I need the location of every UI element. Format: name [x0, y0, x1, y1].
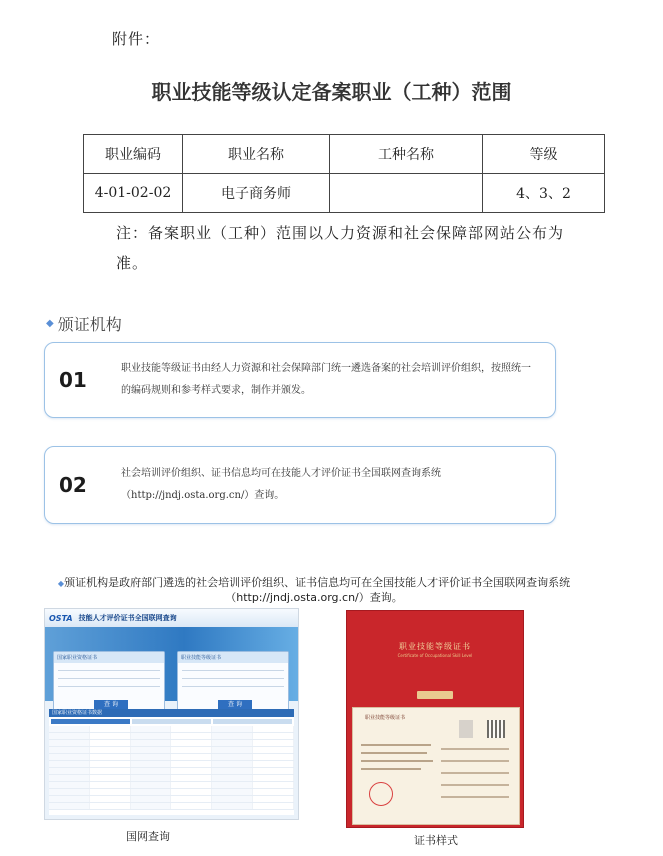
header-level: 等级 — [483, 135, 605, 174]
scope-table — [83, 134, 605, 213]
info-card-1 — [44, 342, 556, 418]
query-site-screenshot — [44, 608, 299, 820]
query-panel-left — [53, 651, 165, 715]
certificate-title: 职业技能等级证书 — [399, 642, 471, 651]
attachment-label: 附件： — [112, 30, 161, 48]
site-banner — [45, 627, 298, 708]
info-card-2 — [44, 446, 556, 524]
cell-job-type — [330, 174, 483, 213]
certificate-subtitle: Certificate of Occupational Skill Level — [397, 653, 473, 658]
bullet-icon: ◆ — [57, 579, 65, 588]
site-header — [45, 609, 298, 627]
site-logo: OSTA — [49, 613, 73, 623]
issuer-logo-icon — [417, 691, 453, 699]
qr-code-icon — [487, 720, 505, 738]
header-job-type: 工种名称 — [330, 135, 483, 174]
input-line — [58, 666, 160, 671]
input-line — [182, 674, 284, 679]
cell-code: 4-01-02-02 — [84, 174, 183, 213]
query-button: 查 询 — [218, 700, 252, 709]
card-text: 社会培训评价组织、证书信息均可在技能人才评价证书全国联网查询系统（http://jndj.osta.org.cn/）查询。 — [121, 468, 441, 501]
header-code: 职业编码 — [84, 135, 183, 174]
data-grid — [49, 709, 294, 815]
image-caption — [44, 576, 584, 605]
table-header-row — [84, 135, 605, 174]
table-row — [84, 174, 605, 213]
input-line — [182, 666, 284, 671]
inner-title: 职业技能等级证书 — [365, 715, 406, 721]
query-panel-right — [177, 651, 289, 715]
input-line — [58, 682, 160, 687]
document-title: 职业技能等级认定备案职业（工种）范围 — [151, 80, 512, 104]
section-title: 颁证机构 — [57, 315, 122, 334]
panel-title: 职业技能等级证书 — [178, 652, 288, 663]
cert-label: 证书样式 — [414, 834, 458, 847]
official-seal-icon — [369, 782, 393, 806]
input-line — [58, 674, 160, 679]
certificate-sample — [346, 610, 524, 828]
query-button: 查 询 — [94, 700, 128, 709]
panel-title: 国家职业资格证书 — [54, 652, 164, 663]
card-number: 02 — [59, 473, 87, 497]
certificate-inner-page — [352, 707, 520, 825]
scope-note: 注：备案职业（工种）范围以人力资源和社会保障部网站公布为准。 — [116, 224, 565, 272]
caption-text: 颁证机构是政府部门遴选的社会培训评价组织、证书信息均可在全国技能人才评价证书全国联网查询系统（http://jndj.osta.org.cn/）查询。 — [64, 576, 571, 604]
card-text: 职业技能等级证书由经人力资源和社会保障部门统一遴选备案的社会培训评价组织，按照统一的编码规则和参考样式要求，制作并颁发。 — [121, 363, 531, 396]
bullet-icon: ◆ — [46, 318, 54, 329]
section-heading — [46, 312, 122, 335]
input-line — [182, 682, 284, 687]
grid-title: 国家职业资格证书数据 — [49, 709, 294, 717]
photo-icon — [459, 720, 473, 738]
card-number: 01 — [59, 368, 87, 392]
cell-occupation: 电子商务师 — [183, 174, 330, 213]
grid-tabs — [49, 717, 294, 726]
header-occupation: 职业名称 — [183, 135, 330, 174]
cell-level: 4、3、2 — [483, 174, 605, 213]
site-label: 国网查询 — [126, 830, 170, 843]
site-title: 技能人才评价证书全国联网查询 — [78, 614, 177, 622]
